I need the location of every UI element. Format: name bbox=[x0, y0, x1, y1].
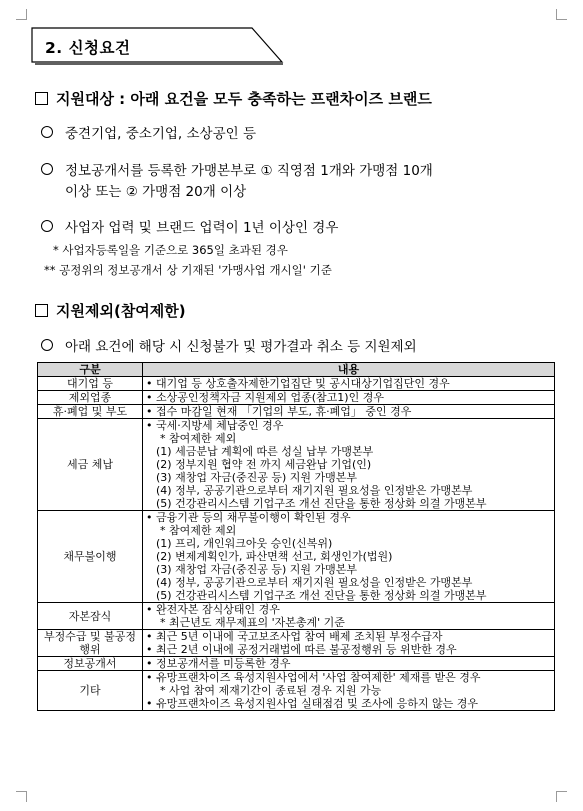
square-bullet-icon bbox=[35, 304, 48, 317]
detail-line: • 금융기관 등의 채무불이행이 확인된 경우 bbox=[146, 511, 351, 524]
detail-line: (5) 건강관리시스템 기업구조 개선 진단을 통한 정상화 의결 가맹본부 bbox=[156, 589, 487, 602]
detail-line: • 접수 마감일 현재 「기업의 부도, 휴·폐업」 중인 경우 bbox=[146, 405, 412, 418]
table-row bbox=[38, 419, 555, 511]
table-row bbox=[38, 377, 555, 391]
detail-line: (1) 세금분납 계획에 따른 성실 납부 가맹본부 bbox=[156, 445, 374, 458]
detail-cell bbox=[143, 511, 555, 603]
category-cell: 정보공개서 bbox=[38, 657, 143, 671]
square-bullet-icon bbox=[35, 92, 48, 105]
table-row bbox=[38, 657, 555, 671]
support-target-bullet bbox=[41, 216, 338, 236]
detail-line: (2) 정부지원 협약 전 까지 세금완납 기업(인) bbox=[156, 458, 372, 471]
section-title-text: 2. 신청요건 bbox=[45, 39, 131, 57]
support-target-heading bbox=[35, 88, 432, 109]
detail-line: (2) 변제계획인가, 파산면책 선고, 회생인가(법원) bbox=[156, 550, 393, 563]
detail-line: • 대기업 등 상호출자제한기업집단 및 공시대상기업집단인 경우 bbox=[146, 377, 450, 390]
bullet-continuation: 이상 또는 ② 가맹점 20개 이상 bbox=[65, 184, 247, 200]
page-corner-mark bbox=[16, 791, 27, 802]
category-cell: 채무불이행 bbox=[38, 511, 143, 603]
table-row bbox=[38, 603, 555, 630]
page-corner-mark bbox=[556, 9, 567, 20]
footnote: ** 공정위의 정보공개서 상 기재된 '가맹사업 개시일' 기준 bbox=[44, 263, 332, 277]
table-row bbox=[38, 671, 555, 711]
category-cell: 기타 bbox=[38, 671, 143, 711]
detail-line: * 최근년도 재무제표의 '자본총계' 기준 bbox=[160, 616, 345, 629]
table-row bbox=[38, 630, 555, 657]
category-cell: 자본잠식 bbox=[38, 603, 143, 630]
detail-line: (5) 건강관리시스템 기업구조 개선 진단을 통한 정상화 의결 가맹본부 bbox=[156, 497, 487, 510]
detail-line: • 완전자본 잠식상태인 경우 bbox=[146, 603, 280, 616]
detail-line: • 유망프랜차이즈 육성지원사업 실태점검 및 조사에 응하지 않는 경우 bbox=[146, 697, 478, 710]
detail-cell bbox=[143, 671, 555, 711]
support-target-bullet bbox=[41, 122, 256, 142]
detail-line: * 사업 참여 제재기간이 종료된 경우 지원 가능 bbox=[160, 684, 382, 697]
table-header-row bbox=[38, 363, 555, 377]
detail-line: • 국세·지방세 체납중인 경우 bbox=[146, 419, 284, 432]
page-corner-mark bbox=[16, 9, 27, 20]
bullet-text: 정보공개서를 등록한 가맹본부로 ① 직영점 1개와 가맹점 10개 bbox=[65, 163, 433, 179]
section-title bbox=[31, 27, 284, 67]
circle-bullet-icon bbox=[41, 126, 53, 138]
table-row bbox=[38, 391, 555, 405]
support-target-bullet bbox=[41, 159, 433, 179]
detail-cell bbox=[143, 419, 555, 511]
detail-cell bbox=[143, 657, 555, 671]
category-cell: 부정수급 및 불공정행위 bbox=[38, 630, 143, 657]
circle-bullet-icon bbox=[41, 163, 53, 175]
detail-line: (4) 정부, 공공기관으로부터 재기지원 필요성을 인정받은 가맹본부 bbox=[156, 484, 473, 497]
table-row bbox=[38, 511, 555, 603]
bullet-text: 사업자 업력 및 브랜드 업력이 1년 이상인 경우 bbox=[65, 220, 339, 236]
exclusion-heading-text: 지원제외(참여제한) bbox=[56, 302, 186, 320]
detail-line: • 유망프랜차이즈 육성지원사업에서 '사업 참여제한' 제재를 받은 경우 bbox=[146, 671, 481, 684]
exclusion-bullet bbox=[41, 335, 417, 355]
detail-cell bbox=[143, 377, 555, 391]
category-cell: 휴·폐업 및 부도 bbox=[38, 405, 143, 419]
footnote: * 사업자등록일을 기준으로 365일 초과된 경우 bbox=[53, 243, 288, 257]
category-cell: 대기업 등 bbox=[38, 377, 143, 391]
support-target-heading-text: 지원대상 : 아래 요건을 모두 충족하는 프랜차이즈 브랜드 bbox=[56, 90, 432, 108]
detail-line: (3) 재창업 자금(중진공 등) 지원 가맹본부 bbox=[156, 471, 358, 484]
detail-cell bbox=[143, 630, 555, 657]
circle-bullet-icon bbox=[41, 339, 53, 351]
category-cell: 세금 체납 bbox=[38, 419, 143, 511]
page-corner-mark bbox=[556, 791, 567, 802]
detail-line: (4) 정부, 공공기관으로부터 재기지원 필요성을 인정받은 가맹본부 bbox=[156, 576, 473, 589]
column-header: 구분 bbox=[38, 363, 143, 377]
circle-bullet-icon bbox=[41, 220, 53, 232]
detail-cell bbox=[143, 603, 555, 630]
table-row bbox=[38, 405, 555, 419]
detail-line: (1) 프리, 개인워크아웃 승인(신복위) bbox=[156, 537, 333, 550]
exclusion-heading bbox=[35, 300, 186, 321]
detail-line: * 참여제한 제외 bbox=[160, 432, 237, 445]
column-header: 내용 bbox=[143, 363, 555, 377]
detail-line: • 최근 5년 이내에 국고보조사업 참여 배제 조치된 부정수급자 bbox=[146, 630, 443, 643]
bullet-text: 중견기업, 중소기업, 소상공인 등 bbox=[65, 126, 256, 142]
detail-line: (3) 재창업 자금(중진공 등) 지원 가맹본부 bbox=[156, 563, 358, 576]
detail-cell bbox=[143, 405, 555, 419]
exclusion-table bbox=[37, 362, 555, 711]
detail-line: • 소상공인정책자금 지원제외 업종(참고1)인 경우 bbox=[146, 391, 384, 404]
detail-line: • 정보공개서를 미등록한 경우 bbox=[146, 657, 291, 670]
detail-line: * 참여제한 제외 bbox=[160, 524, 237, 537]
category-cell: 제외업종 bbox=[38, 391, 143, 405]
detail-cell bbox=[143, 391, 555, 405]
bullet-text: 아래 요건에 해당 시 신청불가 및 평가결과 취소 등 지원제외 bbox=[65, 339, 417, 355]
detail-line: • 최근 2년 이내에 공정거래법에 따른 불공정행위 등 위반한 경우 bbox=[146, 643, 457, 656]
